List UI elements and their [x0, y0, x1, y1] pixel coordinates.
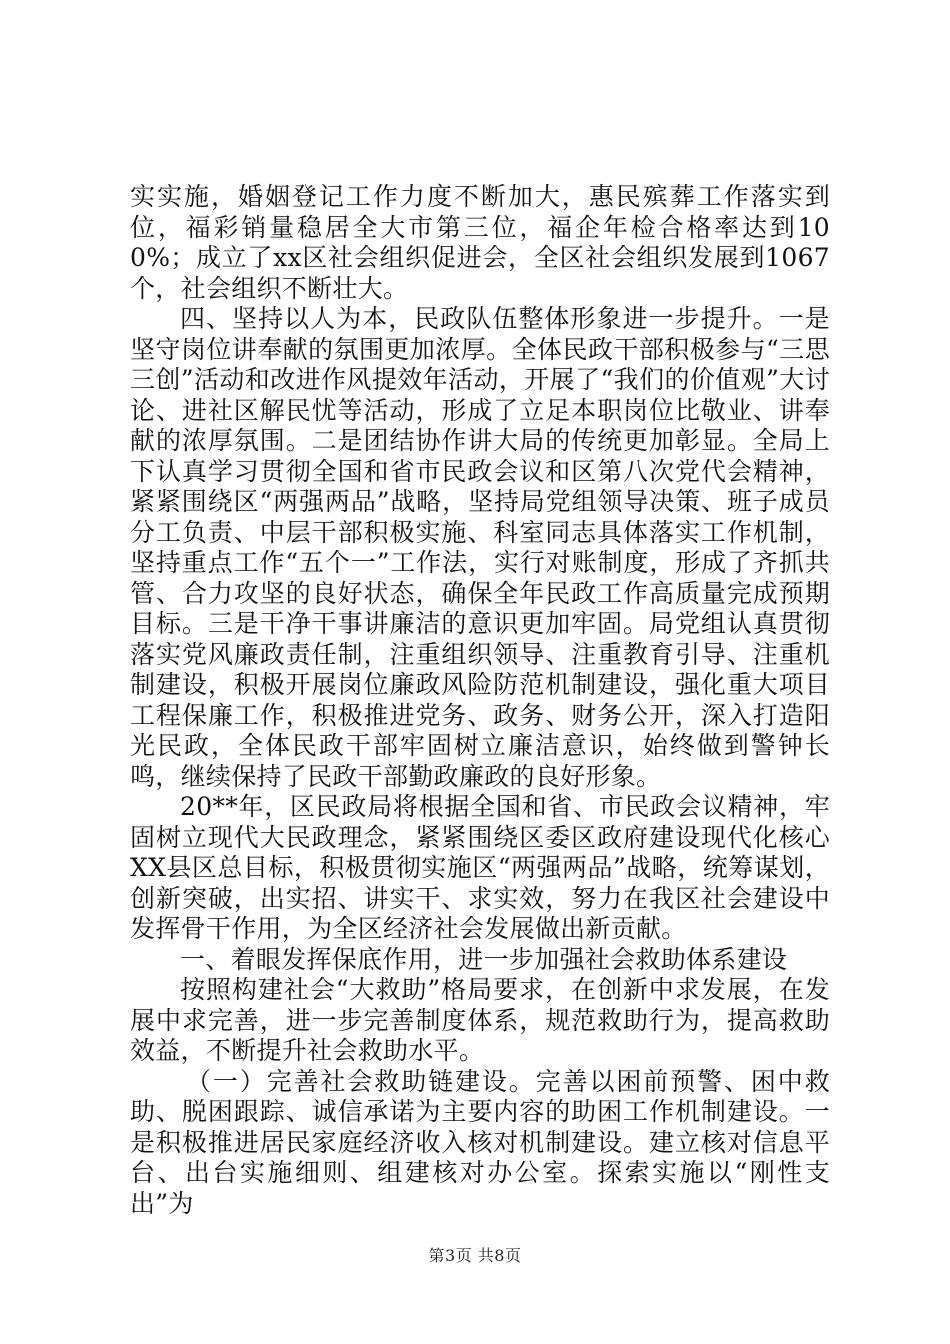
paragraph-4: 按照构建社会“大救助”格局要求，在创新中求发展，在发展中求完善，进一步完善制度体系，规范救助行为，提高救助效益，不断提升社会救助水平。	[130, 975, 830, 1065]
page-footer: 第3页 共8页	[428, 1246, 522, 1265]
paragraph-1: 实实施，婚姻登记工作力度不断加大，惠民殡葬工作落实到位，福彩销量稳居全大市第三位，福企年检合格率达到100%；成立了xx区社会组织促进会，全区社会组织发展到1067个，社会组织不断壮大。	[130, 182, 830, 303]
paragraph-5: （一）完善社会救助链建设。完善以困前预警、困中救助、脱困跟踪、诚信承诺为主要内容的助困工作机制建设。一是积极推进居民家庭经济收入核对机制建设。建立核对信息平台、出台实施细则、组建核对办公室。探索实施以“刚性支出”为	[130, 1066, 830, 1218]
paragraph-3: 20**年，区民政局将根据全国和省、市民政会议精神，牢固树立现代大民政理念，紧紧围绕区委区政府建设现代化核心XX县区总目标，积极贯彻实施区“两强两品”战略，统筹谋划，创新突破，出实招、讲实干、求实效，努力在我区社会建设中发挥骨干作用，为全区经济社会发展做出新贡献。	[130, 792, 830, 943]
document-body	[130, 182, 830, 1219]
section-heading: 一、着眼发挥保底作用，进一步加强社会救助体系建设	[180, 944, 788, 974]
paragraph-2: 四、坚持以人为本，民政队伍整体形象进一步提升。一是坚守岗位讲奉献的氛围更加浓厚。全体民政干部积极参与“三思三创”活动和改进作风提效年活动，开展了“我们的价值观”大讨论、进社区解民忧等活动，形成了立足本职岗位比敬业、讲奉献的浓厚氛围。二是团结协作讲大局的传统更加彰显。全局上下认真学习贯彻全国和省市民政会议和区第八次党代会精神，紧紧围绕区“两强两品”战略，坚持局党组领导决策、班子成员分工负责、中层干部积极实施、科室同志具体落实工作机制，坚持重点工作“五个一”工作法，实行对账制度，形成了齐抓共管、合力攻坚的良好状态，确保全年民政工作高质量完成预期目标。三是干净干事讲廉洁的意识更加牢固。局党组认真贯彻落实党风廉政责任制，注重组织领导、注重教育引导、注重机制建设，积极开展岗位廉政风险防范机制建设，强化重大项目工程保廉工作，积极推进党务、政务、财务公开，深入打造阳光民政，全体民政干部牢固树立廉洁意识，始终做到警钟长鸣，继续保持了民政干部勤政廉政的良好形象。	[130, 304, 830, 791]
